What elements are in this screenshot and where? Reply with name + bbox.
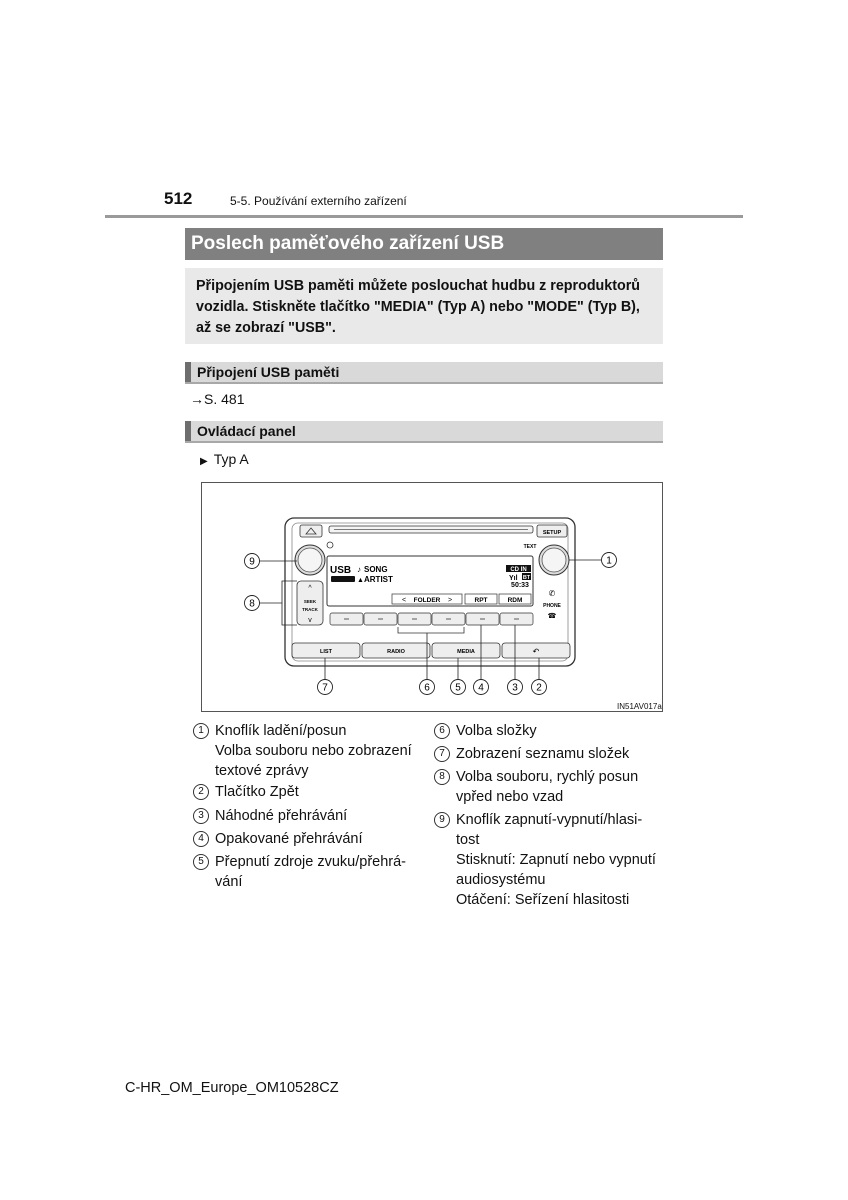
list-label: LIST <box>320 649 332 655</box>
radio-label: RADIO <box>387 649 405 655</box>
legend-text: Přepnutí zdroje zvuku/přehrá- <box>215 854 407 870</box>
callout-number: 9 <box>434 812 450 828</box>
text-label: TEXT <box>523 544 537 550</box>
hangup-icon: ☎ <box>547 613 557 620</box>
type-label <box>200 451 249 467</box>
svg-text:6: 6 <box>424 682 430 694</box>
svg-text:4: 4 <box>478 682 484 694</box>
svg-text:9: 9 <box>249 556 255 568</box>
phone-icon: ✆ <box>548 589 556 598</box>
preset-buttons <box>330 613 533 625</box>
track-label: TRACK <box>302 607 318 612</box>
triangle-bullet-icon: ▶ <box>200 456 208 467</box>
legend-text: Náhodné přehrávání <box>215 808 348 824</box>
svg-text:2: 2 <box>536 682 542 694</box>
rdm-label: RDM <box>507 597 523 604</box>
song-label: SONG <box>364 565 388 574</box>
legend-text: Otáčení: Seřízení hlasitosti <box>456 892 630 908</box>
signal-icon: Yıl <box>509 575 518 582</box>
phone-label: PHONE <box>543 603 561 609</box>
person-icon: ▲ <box>357 577 364 584</box>
legend-text: Volba souboru, rychlý posun <box>456 769 639 785</box>
legend-text: Tlačítko Zpět <box>215 784 299 800</box>
audio-panel-figure <box>201 482 663 712</box>
page-title: Poslech paměťového zařízení USB <box>185 228 663 260</box>
callout-number: 6 <box>434 723 450 739</box>
chevron-right-icon: > <box>448 597 453 604</box>
legend-text: Stisknutí: Zapnutí nebo vypnutí <box>456 852 656 868</box>
artist-label: ARTIST <box>364 575 393 584</box>
legend-text: Opakované přehrávání <box>215 831 363 847</box>
section-reference: 5-5. Používání externího zařízení <box>230 194 407 208</box>
bt-label: BT <box>522 575 531 581</box>
audio-panel-illustration <box>202 483 662 711</box>
callout-number: 8 <box>434 769 450 785</box>
callout-number: 4 <box>193 831 209 847</box>
legend-text: vání <box>215 874 243 890</box>
legend-text: Knoflík zapnutí-vypnutí/hlasi- <box>456 812 643 828</box>
eject-button <box>300 525 322 537</box>
legend-text: textové zprávy <box>215 763 309 779</box>
seek-label: SEEK <box>303 599 317 604</box>
figure-code: IN51AV017a <box>617 702 662 711</box>
knob-inner <box>298 548 322 572</box>
header-rule <box>105 215 743 218</box>
subheading-marker <box>185 421 191 441</box>
chevron-left-icon: < <box>402 597 407 604</box>
folder-bracket <box>398 627 464 633</box>
legend-text: audiosystému <box>456 872 546 888</box>
arrow-icon: → <box>190 391 204 407</box>
chevron-down-icon: v <box>308 617 312 624</box>
display-source: USB <box>330 565 352 576</box>
subheading-text: Ovládací panel <box>197 423 296 439</box>
usb-stick-icon <box>331 576 355 582</box>
callout-number: 2 <box>193 784 209 800</box>
intro-line: až se zobrazí "USB". <box>196 320 336 336</box>
folder-label: FOLDER <box>413 597 441 604</box>
document-code-footer: C-HR_OM_Europe_OM10528CZ <box>125 1080 339 1096</box>
intro-line: vozidla. Stiskněte tlačítko "MEDIA" (Typ A) nebo "MODE" (Typ B), <box>196 299 640 315</box>
intro-line: Připojením USB paměti můžete poslouchat hudbu z reproduktorů <box>196 278 641 294</box>
legend-text: Zobrazení seznamu složek <box>456 746 630 762</box>
legend-text: tost <box>456 832 480 848</box>
svg-text:3: 3 <box>512 682 518 694</box>
note-icon: ♪ <box>357 565 361 574</box>
callout-number: 3 <box>193 808 209 824</box>
rpt-label: RPT <box>474 597 488 604</box>
subheading-marker <box>185 362 191 382</box>
media-label: MEDIA <box>457 649 475 655</box>
svg-text:7: 7 <box>322 682 328 694</box>
power-icon <box>327 542 333 548</box>
page-number: 512 <box>164 189 193 208</box>
time-label: 50:33 <box>511 582 529 589</box>
chevron-up-icon: ^ <box>308 585 312 592</box>
legend-text: Knoflík ladění/posun <box>215 723 347 739</box>
cd-in-label: CD IN <box>510 567 527 573</box>
callout-number: 5 <box>193 854 209 870</box>
subheading-text: Připojení USB paměti <box>197 364 340 380</box>
type-label-text: Typ A <box>213 451 249 467</box>
subheading-usb-connection <box>185 362 663 384</box>
legend-text: vpřed nebo vzad <box>456 789 564 805</box>
legend-text: Volba složky <box>456 723 537 739</box>
svg-text:5: 5 <box>455 682 461 694</box>
back-arrow-icon: ↶ <box>532 647 540 656</box>
page-reference-text: S. 481 <box>204 391 245 407</box>
intro-box <box>185 268 663 344</box>
page-reference[interactable] <box>190 391 244 407</box>
svg-text:8: 8 <box>249 598 255 610</box>
callout-number: 1 <box>193 723 209 739</box>
callout-number: 7 <box>434 746 450 762</box>
setup-label: SETUP <box>542 530 562 536</box>
legend-text: Volba souboru nebo zobrazení <box>215 743 412 759</box>
subheading-control-panel <box>185 421 663 443</box>
knob-inner <box>542 548 566 572</box>
svg-text:1: 1 <box>606 555 612 567</box>
